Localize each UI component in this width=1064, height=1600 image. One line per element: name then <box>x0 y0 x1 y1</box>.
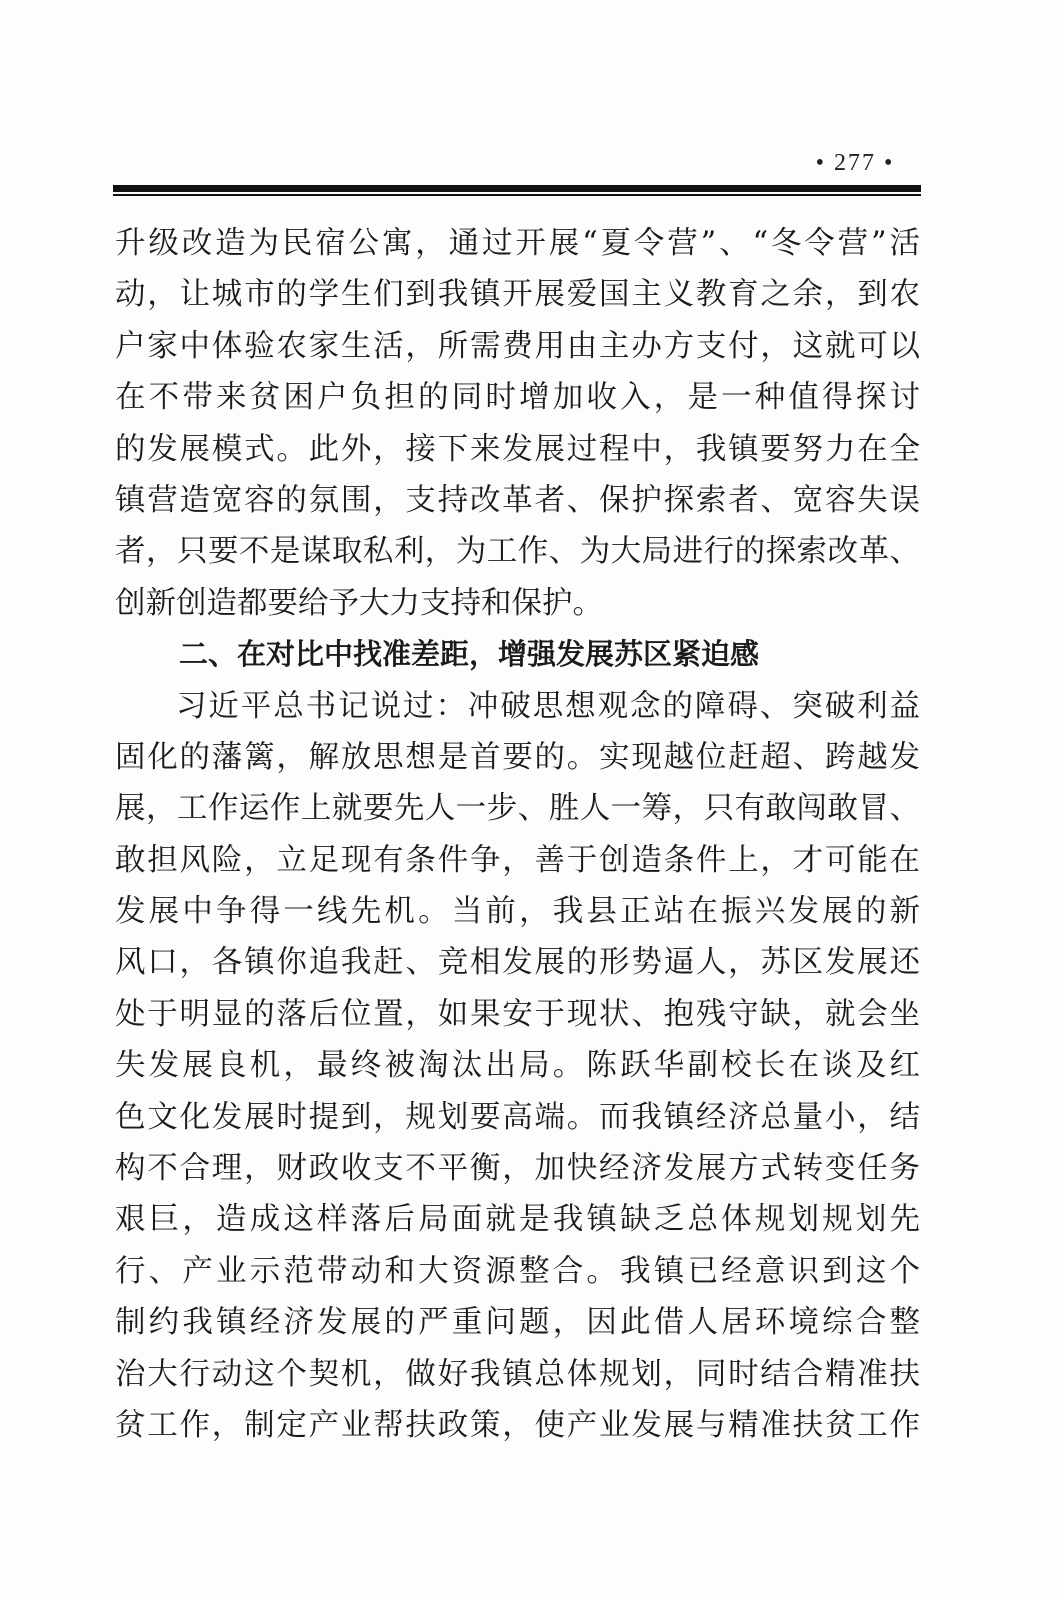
paragraph-1 <box>115 218 920 629</box>
text-line: 治大行动这个契机，做好我镇总体规划，同时结合精准扶 <box>115 1356 920 1392</box>
header-rule-thin <box>113 194 921 196</box>
header-rule-thick <box>113 185 921 192</box>
text-line: 色文化发展时提到，规划要高端。而我镇经济总量小，结 <box>115 1099 920 1135</box>
text-line: 制约我镇经济发展的严重问题，因此借人居环境综合整 <box>115 1305 920 1341</box>
text-line: 户家中体验农家生活，所需费用由主办方支付，这就可以 <box>115 328 920 364</box>
text-line: 处于明显的落后位置，如果安于现状、抱残守缺，就会坐 <box>115 996 920 1032</box>
paragraph-2 <box>115 681 920 1452</box>
text-line: 者，只要不是谋取私利，为工作、为大局进行的探索改革、 <box>115 534 920 570</box>
section-heading: 二、在对比中找准差距，增强发展苏区紧迫感 <box>179 637 760 672</box>
text-line: 失发展良机，最终被淘汰出局。陈跃华副校长在谈及红 <box>115 1048 920 1084</box>
text-line: 创新创造都要给予大力支持和保护。 <box>115 585 603 621</box>
text-line: 习近平总书记说过：冲破思想观念的障碍、突破利益 <box>176 688 920 724</box>
text-line: 敢担风险，立足现有条件争，善于创造条件上，才可能在 <box>115 842 920 878</box>
body-text <box>115 218 920 1451</box>
text-line: 固化的藩篱，解放思想是首要的。实现越位赶超、跨越发 <box>115 739 920 775</box>
text-line: 行、产业示范带动和大资源整合。我镇已经意识到这个 <box>115 1253 920 1289</box>
text-line: 的发展模式。此外，接下来发展过程中，我镇要努力在全 <box>115 431 920 467</box>
text-line: 发展中争得一线先机。当前，我县正站在振兴发展的新 <box>115 894 920 930</box>
text-line: 在不带来贫困户负担的同时增加收入，是一种值得探讨 <box>115 380 920 416</box>
text-line: 动，让城市的学生们到我镇开展爱国主义教育之余，到农 <box>115 277 920 313</box>
text-line: 升级改造为民宿公寓，通过开展“夏令营”、“冬令营”活 <box>115 226 920 261</box>
text-line: 艰巨，造成这样落后局面就是我镇缺乏总体规划规划先 <box>115 1202 920 1238</box>
text-line: 镇营造宽容的氛围，支持改革者、保护探索者、宽容失误 <box>115 482 920 518</box>
text-line: 构不合理，财政收支不平衡，加快经济发展方式转变任务 <box>115 1151 920 1187</box>
text-line: 风口，各镇你追我赶、竞相发展的形势逼人，苏区发展还 <box>115 945 920 981</box>
text-line: 贫工作，制定产业帮扶政策，使产业发展与精准扶贫工作 <box>115 1407 920 1443</box>
page-number: • 277 • <box>815 150 895 176</box>
text-line: 展，工作运作上就要先人一步、胜人一筹，只有敢闯敢冒、 <box>115 791 920 827</box>
